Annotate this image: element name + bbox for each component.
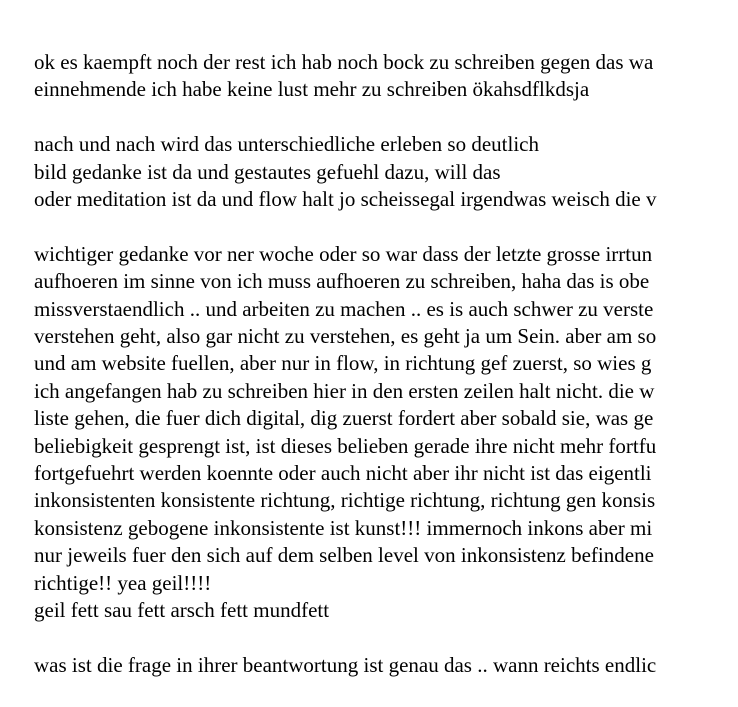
text-line: liste gehen, die fuer dich digital, dig zuerst fordert aber sobald sie, was ge <box>34 406 654 431</box>
text-line: wichtiger gedanke vor ner woche oder so war dass der letzte grosse irrtun <box>34 241 653 266</box>
text-line: aufhoeren im sinne von ich muss aufhoeren zu schreiben, haha das is obe <box>34 269 650 294</box>
text-line: konsistenz gebogene inkonsistente ist kunst!!! immernoch inkons aber mi <box>34 515 653 540</box>
text-line: richtige!! yea geil!!!! <box>34 570 212 595</box>
paragraph-2 <box>34 131 738 213</box>
text-line: was ist die frage in ihrer beantwortung ist genau das .. wann reichts endlic <box>34 652 657 677</box>
paragraph-1 <box>34 49 738 104</box>
text-line: oder meditation ist da und flow halt jo scheissegal irgendwas weisch die v <box>34 187 657 212</box>
paragraph-4 <box>34 652 738 679</box>
text-line: und am website fuellen, aber nur in flow, in richtung gef zuerst, so wies g <box>34 351 652 376</box>
text-line: inkonsistenten konsistente richtung, richtige richtung, richtung gen konsis <box>34 488 656 513</box>
text-line: einnehmende ich habe keine lust mehr zu schreiben ökahsdflkdsja <box>34 77 590 102</box>
document-body <box>34 49 738 707</box>
text-line: fortgefuehrt werden koennte oder auch nicht aber ihr nicht ist das eigentli <box>34 461 652 486</box>
text-line: nach und nach wird das unterschiedliche erleben so deutlich <box>34 132 539 157</box>
text-line: beliebigkeit gesprengt ist, ist dieses belieben gerade ihre nicht mehr fortfu <box>34 433 657 458</box>
paragraph-3 <box>34 241 738 625</box>
text-line: verstehen geht, also gar nicht zu verstehen, es geht ja um Sein. aber am so <box>34 324 657 349</box>
text-line: ok es kaempft noch der rest ich hab noch bock zu schreiben gegen das wa <box>34 50 654 74</box>
text-line: nur jeweils fuer den sich auf dem selben level von inkonsistenz befindene <box>34 543 654 568</box>
text-line: geil fett sau fett arsch fett mundfett <box>34 598 330 623</box>
text-line: bild gedanke ist da und gestautes gefuehl dazu, will das <box>34 159 501 184</box>
text-line: missverstaendlich .. und arbeiten zu machen .. es is auch schwer zu verste <box>34 296 654 321</box>
text-line: ich angefangen hab zu schreiben hier in den ersten zeilen halt nicht. die w <box>34 378 655 403</box>
